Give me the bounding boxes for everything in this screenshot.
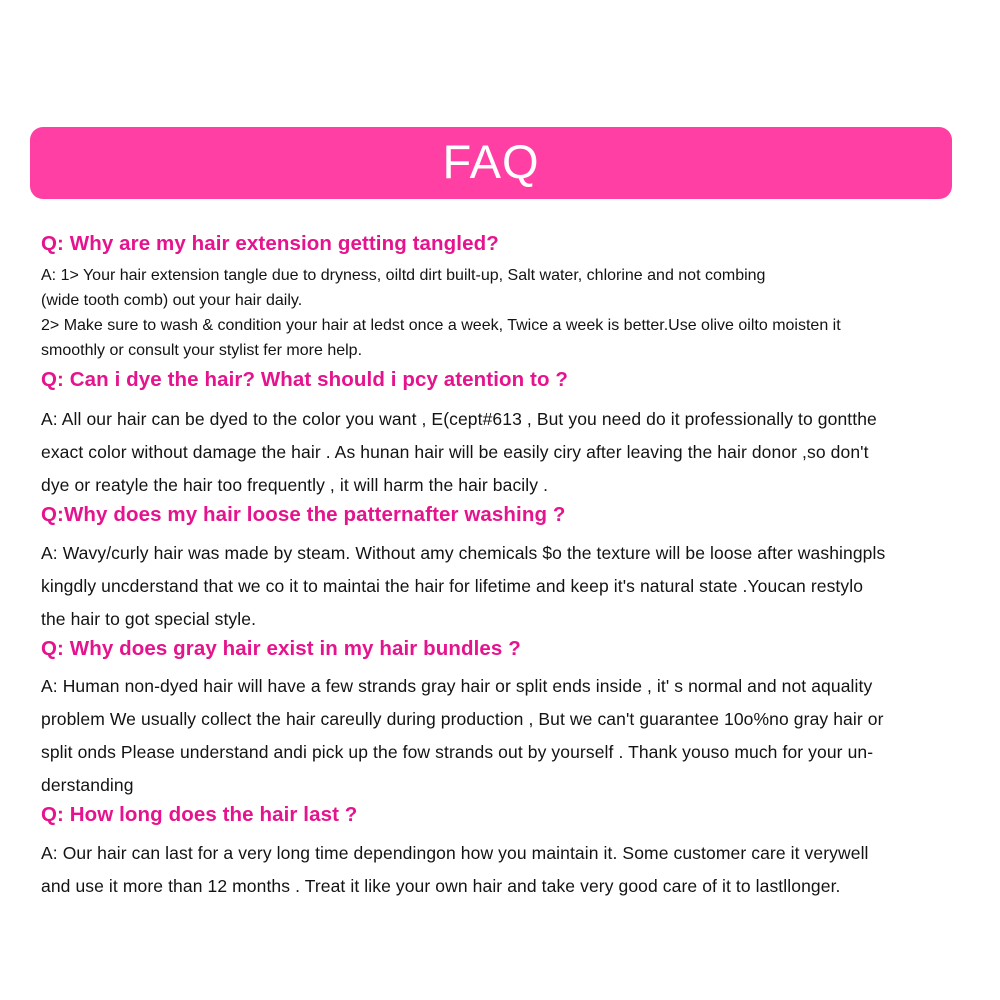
faq-item-gray-hair — [41, 636, 971, 802]
faq-content — [41, 231, 971, 903]
faq-item-pattern — [41, 502, 971, 636]
faq-answer — [41, 537, 971, 636]
faq-answer-line: A: Wavy/curly hair was made by steam. Without amy chemicals $o the texture will be loose after washingpls — [41, 543, 886, 563]
faq-question: Q: Why does gray hair exist in my hair bundles ? — [41, 637, 521, 660]
faq-answer-line: A: Our hair can last for a very long time dependingon how you maintain it. Some customer care it verywell — [41, 843, 869, 863]
faq-banner — [30, 127, 952, 199]
faq-answer-line: split onds Please understand andi pick up the fow strands out by yourself . Thank youso much for your un- — [41, 742, 874, 762]
faq-item-tangled — [41, 231, 971, 363]
faq-answer-line: problem We usually collect the hair careully during production , But we can't guarantee 10o%no gray hair or — [41, 709, 884, 729]
faq-answer-line: exact color without damage the hair . As hunan hair will be easily ciry after leaving the hair donor ,so don't — [41, 442, 869, 462]
faq-answer-line: (wide tooth comb) out your hair daily. — [41, 292, 303, 309]
faq-answer — [41, 263, 971, 363]
faq-answer-line: the hair to got special style. — [41, 609, 257, 629]
faq-answer-line: and use it more than 12 months . Treat it like your own hair and take very good care of it to lastllonger. — [41, 876, 841, 896]
faq-answer — [41, 837, 971, 903]
faq-answer-line: A: All our hair can be dyed to the color you want , E(cept#613 , But you need do it professionally to gontthe — [41, 409, 877, 429]
faq-answer — [41, 670, 971, 802]
faq-question: Q:Why does my hair loose the patternafter washing ? — [41, 503, 566, 526]
faq-answer-line: 2> Make sure to wash & condition your hair at ledst once a week, Twice a week is better.Use olive oilto moisten it — [41, 317, 841, 334]
faq-answer-line: A: 1> Your hair extension tangle due to dryness, oiltd dirt built-up, Salt water, chlorine and not combing — [41, 267, 766, 284]
faq-question: Q: Can i dye the hair? What should i pcy atention to ? — [41, 368, 569, 391]
faq-question: Q: How long does the hair last ? — [41, 803, 358, 826]
faq-answer-line: derstanding — [41, 775, 134, 795]
faq-question: Q: Why are my hair extension getting tangled? — [41, 232, 499, 255]
faq-item-dye — [41, 367, 971, 502]
faq-answer-line: A: Human non-dyed hair will have a few strands gray hair or split ends inside , it' s normal and not aquality — [41, 676, 873, 696]
faq-answer-line: dye or reatyle the hair too frequently , it will harm the hair bacily . — [41, 475, 549, 495]
faq-banner-title: FAQ — [442, 134, 540, 188]
faq-item-hair-last — [41, 802, 971, 903]
faq-answer-line: smoothly or consult your stylist fer more help. — [41, 342, 363, 359]
faq-answer — [41, 403, 971, 502]
faq-answer-line: kingdly uncderstand that we co it to maintai the hair for lifetime and keep it's natural state .Youcan restylo — [41, 576, 864, 596]
